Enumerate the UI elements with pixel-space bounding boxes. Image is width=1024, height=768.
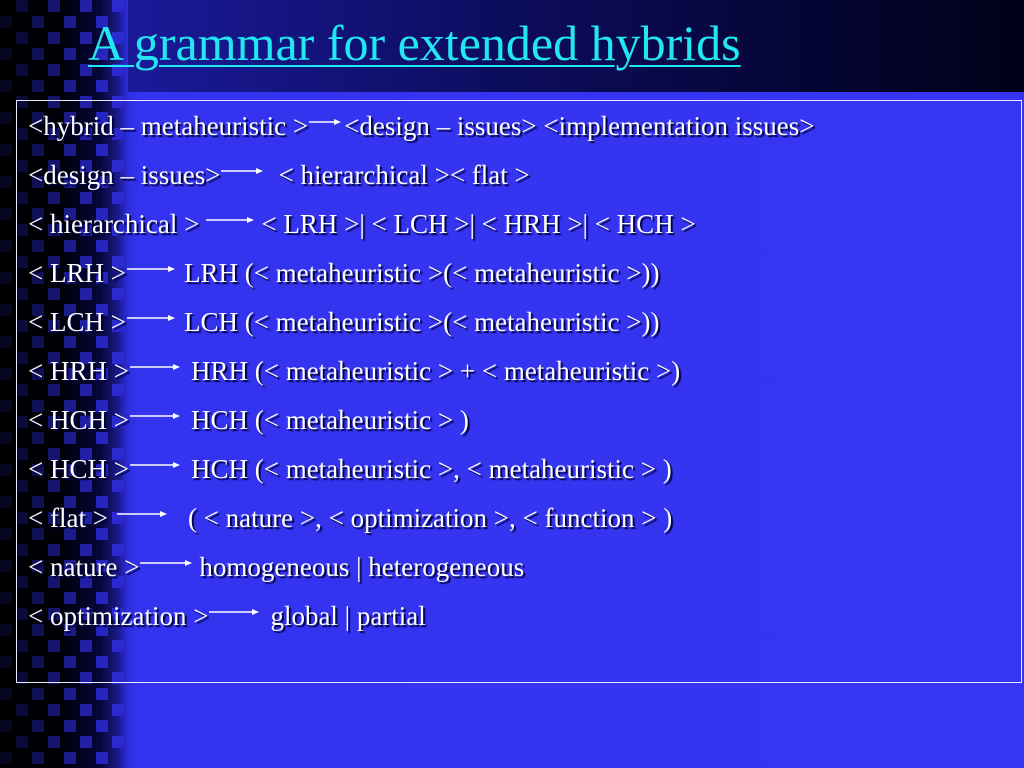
arrow-icon	[139, 554, 193, 574]
pattern-square	[0, 16, 12, 28]
pattern-square	[0, 496, 12, 508]
rule-lhs: < HCH >	[28, 405, 129, 435]
arrow-icon	[129, 407, 181, 427]
arrow-icon	[126, 260, 176, 280]
slide-title: A grammar for extended hybrids	[88, 15, 741, 71]
pattern-square	[32, 688, 44, 700]
arrow-icon	[208, 603, 260, 623]
pattern-square	[0, 752, 12, 764]
pattern-square	[112, 0, 124, 12]
pattern-square	[48, 32, 60, 44]
rule-rhs: HCH (< metaheuristic > )	[190, 405, 469, 435]
rule-line	[28, 454, 815, 503]
pattern-square	[0, 368, 12, 380]
rule-rhs: LRH (< metaheuristic >(< metaheuristic >))	[183, 258, 660, 288]
pattern-square	[0, 688, 12, 700]
pattern-square	[16, 32, 28, 44]
rule-line	[28, 209, 815, 258]
pattern-square	[0, 528, 12, 540]
arrow-icon	[129, 456, 181, 476]
rule-lhs: < HCH >	[28, 454, 129, 484]
pattern-square	[0, 464, 12, 476]
pattern-square	[64, 688, 76, 700]
rule-line	[28, 160, 815, 209]
arrow-icon	[220, 162, 264, 182]
pattern-square	[64, 752, 76, 764]
pattern-square	[64, 720, 76, 732]
rule-rhs: HCH (< metaheuristic >, < metaheuristic > )	[190, 454, 672, 484]
pattern-square	[64, 80, 76, 92]
pattern-square	[48, 0, 60, 12]
pattern-square	[80, 0, 92, 12]
pattern-square	[32, 752, 44, 764]
rule-lhs: < nature >	[28, 552, 140, 582]
rule-line	[28, 258, 815, 307]
rule-lhs: < optimization >	[28, 601, 209, 631]
pattern-square	[0, 112, 12, 124]
rule-lhs: < hierarchical >	[28, 209, 200, 239]
pattern-square	[0, 144, 12, 156]
rule-lhs: < LCH >	[28, 307, 126, 337]
pattern-square	[96, 720, 108, 732]
pattern-square	[96, 752, 108, 764]
rule-line	[28, 307, 815, 356]
pattern-square	[0, 336, 12, 348]
pattern-square	[16, 64, 28, 76]
pattern-square	[0, 304, 12, 316]
rule-rhs: < LRH >| < LCH >| < HRH >| < HCH >	[261, 209, 696, 239]
rule-lhs: < LRH >	[28, 258, 126, 288]
pattern-square	[96, 688, 108, 700]
pattern-square	[32, 16, 44, 28]
rule-line	[28, 503, 815, 552]
pattern-square	[112, 704, 124, 716]
pattern-square	[0, 560, 12, 572]
grammar-rules	[28, 111, 815, 650]
rule-line	[28, 552, 815, 601]
rule-rhs: <design – issues> <implementation issues>	[344, 111, 815, 141]
pattern-square	[80, 736, 92, 748]
pattern-square	[0, 272, 12, 284]
pattern-square	[112, 736, 124, 748]
rule-rhs: HRH (< metaheuristic > + < metaheuristic >)	[190, 356, 681, 386]
pattern-square	[32, 48, 44, 60]
pattern-square	[32, 720, 44, 732]
rule-lhs: < flat >	[28, 503, 108, 533]
rule-lhs: <design – issues>	[28, 160, 221, 190]
arrow-icon	[129, 358, 181, 378]
pattern-square	[0, 432, 12, 444]
pattern-square	[16, 0, 28, 12]
pattern-square	[96, 80, 108, 92]
rule-lhs: < HRH >	[28, 356, 129, 386]
rule-rhs: LCH (< metaheuristic >(< metaheuristic >))	[183, 307, 660, 337]
pattern-square	[0, 656, 12, 668]
pattern-square	[0, 720, 12, 732]
pattern-square	[16, 704, 28, 716]
rule-line	[28, 405, 815, 454]
rule-rhs: global | partial	[270, 601, 426, 631]
pattern-square	[48, 736, 60, 748]
pattern-square	[0, 176, 12, 188]
arrow-icon	[205, 211, 255, 231]
rule-line	[28, 356, 815, 405]
rule-rhs: ( < nature >, < optimization >, < function > )	[187, 503, 673, 533]
arrow-icon	[116, 505, 168, 525]
arrow-icon	[126, 309, 176, 329]
rule-rhs: homogeneous | heterogeneous	[199, 552, 525, 582]
pattern-square	[0, 592, 12, 604]
pattern-square	[0, 400, 12, 412]
pattern-square	[0, 240, 12, 252]
rule-lhs: <hybrid – metaheuristic >	[28, 111, 309, 141]
rule-rhs: < hierarchical >< flat >	[278, 160, 530, 190]
pattern-square	[32, 80, 44, 92]
rule-line	[28, 601, 815, 650]
pattern-square	[64, 48, 76, 60]
pattern-square	[80, 704, 92, 716]
pattern-square	[48, 704, 60, 716]
pattern-square	[0, 80, 12, 92]
rule-line	[28, 111, 815, 160]
arrow-icon	[308, 113, 342, 133]
pattern-square	[0, 624, 12, 636]
pattern-square	[16, 736, 28, 748]
pattern-square	[0, 208, 12, 220]
pattern-square	[48, 64, 60, 76]
pattern-square	[0, 48, 12, 60]
pattern-square	[64, 16, 76, 28]
